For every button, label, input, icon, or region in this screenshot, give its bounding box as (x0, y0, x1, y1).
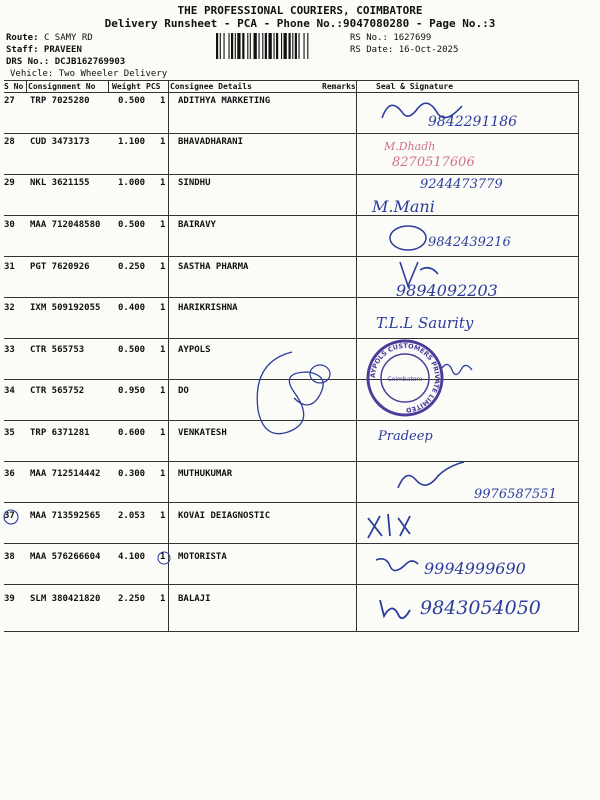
row-consignee: SASTHA PHARMA (178, 262, 249, 272)
row-weight: 0.300 (118, 469, 146, 479)
signature-loop (390, 226, 426, 250)
row-sno: 38 (4, 552, 15, 562)
row-consignment: SLM 380421820 (30, 594, 101, 604)
route-value: C SAMY RD (43, 33, 93, 43)
company-stamp (368, 341, 442, 415)
col-pcs: PCS (146, 82, 161, 91)
row-consignee: HARIKRISHNA (178, 303, 238, 313)
row-weight: 0.600 (118, 428, 146, 438)
row-pcs: 1 (160, 386, 166, 396)
col-remarks: Remarks (322, 82, 356, 91)
handwritten-phone: 9994999690 (424, 559, 526, 578)
row-pcs: 1 (160, 552, 166, 562)
handwritten-phone: 9842439216 (428, 235, 511, 250)
col-seal: Seal & Signature (376, 82, 454, 91)
handwritten-phone: 8270517606 (392, 155, 475, 170)
handwritten-name: M.Mani (372, 197, 435, 216)
row-pcs: 1 (160, 345, 166, 355)
row-consignee: AYPOLS (178, 345, 211, 355)
signature-scribble (368, 514, 410, 538)
row-consignment: TRP 6371281 (30, 428, 90, 438)
row-weight: 0.500 (118, 96, 146, 106)
row-pcs: 1 (160, 178, 166, 188)
row-sno: 37 (4, 511, 15, 521)
row-consignment: CUD 3473173 (30, 137, 90, 147)
row-weight: 0.400 (118, 303, 146, 313)
row-consignee: BHAVADHARANI (178, 137, 244, 147)
row-consignment: MAA 713592565 (30, 511, 101, 521)
row-consignee: SINDHU (178, 178, 211, 188)
row-weight: 0.250 (118, 262, 146, 272)
signature-scribble (380, 600, 410, 618)
company-title: THE PROFESSIONAL COURIERS, COIMBATORE (177, 4, 423, 17)
row-sno: 34 (4, 386, 15, 396)
rs-number: RS No.: 1627699 (350, 33, 432, 43)
col-weight: Weight (112, 82, 141, 91)
row-sno: 28 (4, 137, 15, 147)
row-sno: 29 (4, 178, 15, 188)
row-weight: 0.950 (118, 386, 146, 396)
row-consignment: MAA 712048580 (30, 220, 101, 230)
row-weight: 0.500 (118, 220, 146, 230)
stamp-inner-text: Coimbatore (387, 376, 423, 383)
row-pcs: 1 (160, 220, 166, 230)
row-pcs: 1 (160, 137, 166, 147)
signature-scribble (442, 364, 472, 374)
row-consignee: VENKATESH (178, 428, 227, 438)
row-consignment: IXM 509192055 (30, 303, 101, 313)
handwritten-phone: 9842291186 (428, 114, 518, 130)
row-consignee: MOTORISTA (178, 552, 227, 562)
handwritten-phone: 9976587551 (474, 487, 557, 502)
row-consignment: CTR 565753 (30, 345, 85, 355)
remarks-scribble (257, 352, 323, 434)
row-consignee: ADITHYA MARKETING (178, 96, 271, 106)
row-sno: 39 (4, 594, 15, 604)
row-consignee: BAIRAVY (178, 220, 216, 230)
row-sno: 36 (4, 469, 15, 479)
row-pcs: 1 (160, 428, 166, 438)
drs-field: DRS No.: DCJB162769903 (6, 57, 126, 67)
col-consignee: Consignee Details (170, 82, 252, 91)
vehicle-field: Vehicle: Two Wheeler Delivery (10, 69, 168, 79)
row-consignment: MAA 712514442 (30, 469, 101, 479)
row-consignee: DO (178, 386, 189, 396)
handwritten-name: M.Dhadh (384, 140, 436, 153)
col-sno: S No (4, 82, 24, 91)
handwritten-phone: 9894092203 (396, 281, 498, 300)
signature-scribble (398, 462, 464, 488)
row-consignment: MAA 576266604 (30, 552, 101, 562)
row-consignment: CTR 565752 (30, 386, 85, 396)
signature-scribble (376, 559, 418, 571)
handwritten-name: T.L.L Saurity (376, 314, 474, 332)
row-sno: 30 (4, 220, 15, 230)
handwritten-name: Pradeep (378, 429, 433, 444)
rs-date: RS Date: 16-Oct-2025 (350, 45, 459, 55)
row-pcs: 1 (160, 303, 166, 313)
serial-tick-mark (158, 552, 170, 564)
row-consignment: NKL 3621155 (30, 178, 90, 188)
row-sno: 27 (4, 96, 15, 106)
serial-circle-mark (4, 510, 18, 524)
stamp-outer-text: AYPOLS CUSTOMERS PRIVATE LIMITED (368, 341, 442, 415)
handwritten-phone: 9843054050 (420, 597, 541, 619)
row-consignment: TRP 7025280 (30, 96, 90, 106)
row-consignment: PGT 7620926 (30, 262, 90, 272)
row-consignee: KOVAI DEIAGNOSTIC (178, 511, 271, 521)
row-pcs: 1 (160, 96, 166, 106)
remarks-loop (310, 365, 330, 383)
row-consignee: BALAJI (178, 594, 211, 604)
row-consignee: MUTHUKUMAR (178, 469, 233, 479)
row-weight: 1.100 (118, 137, 146, 147)
row-pcs: 1 (160, 594, 166, 604)
route-label: Route: (6, 33, 39, 43)
row-sno: 35 (4, 428, 15, 438)
row-pcs: 1 (160, 262, 166, 272)
staff-field: Staff: PRAVEEN (6, 45, 82, 55)
row-weight: 4.100 (118, 552, 146, 562)
row-sno: 32 (4, 303, 15, 313)
row-sno: 33 (4, 345, 15, 355)
runsheet-subtitle: Delivery Runsheet - PCA - Phone No.:9047080280 - Page No.:3 (104, 17, 496, 30)
row-sno: 31 (4, 262, 15, 272)
row-pcs: 1 (160, 511, 166, 521)
row-pcs: 1 (160, 469, 166, 479)
handwritten-phone: 9244473779 (420, 177, 503, 192)
row-weight: 2.250 (118, 594, 146, 604)
row-weight: 2.053 (118, 511, 146, 521)
col-consignment: Consignment No (28, 82, 96, 91)
row-weight: 0.500 (118, 345, 146, 355)
row-weight: 1.000 (118, 178, 146, 188)
